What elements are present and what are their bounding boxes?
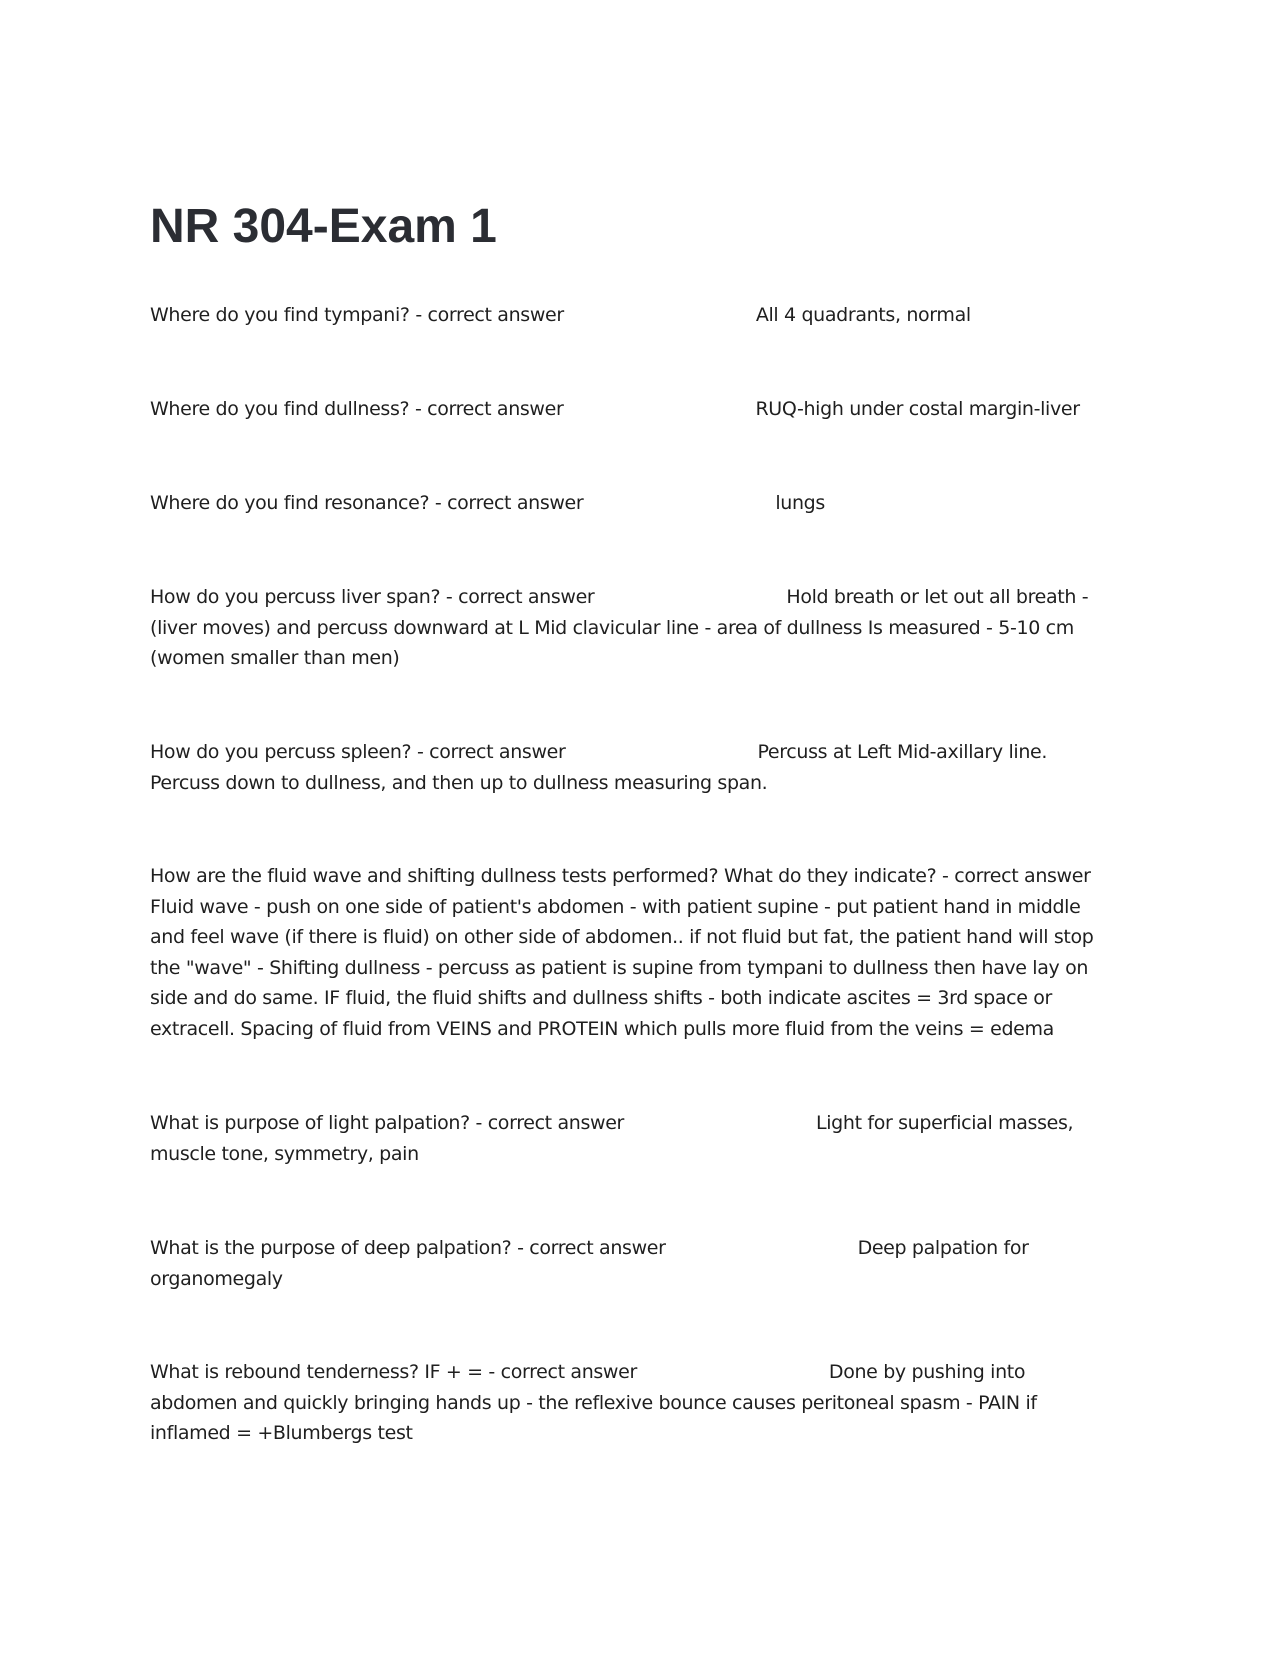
- answer-text: RUQ-high under costal margin-liver: [755, 398, 1080, 420]
- qa-item-resonance: [150, 488, 1110, 519]
- answer-text: lungs: [775, 492, 825, 514]
- qa-item-light-palpation: [150, 1108, 1110, 1169]
- answer-text: Done by pushing into abdomen and quickly bringing hands up - the reflexive bounce causes peritoneal spasm - PAIN if inflamed = +Blumbergs test: [150, 1361, 1037, 1444]
- question-text: How do you percuss spleen? - correct answer: [150, 741, 566, 763]
- qa-item-tympani: [150, 300, 1110, 331]
- answer-text: Hold breath or let out all breath - (liver moves) and percuss downward at L Mid clavicular line - area of dullness Is measured - 5-10 cm (women smaller than men): [150, 586, 1089, 669]
- qa-item-rebound-tenderness: [150, 1357, 1110, 1449]
- qa-item-dullness: [150, 394, 1110, 425]
- question-text: What is purpose of light palpation? - correct answer: [150, 1112, 625, 1134]
- answer-text: Fluid wave - push on one side of patient's abdomen - with patient supine - put patient hand in middle and feel wave (if there is fluid) on other side of abdomen.. if not fluid but fat, the patient hand will stop the "wave" - Shifting dullness - percuss as patient is supine from tympani to dullness then have lay on side and do same. IF fluid, the fluid shifts and dullness shifts - both indicate ascites = 3rd space or extracell. Spacing of fluid from VEINS and PROTEIN which pulls more fluid from the veins = edema: [150, 895, 1094, 1040]
- question-text: Where do you find dullness? - correct answer: [150, 398, 564, 420]
- question-text: What is rebound tenderness? IF + = - correct answer: [150, 1361, 637, 1383]
- page-title: NR 304-Exam 1: [150, 200, 497, 253]
- answer-text: Deep palpation for organomegaly: [150, 1237, 1029, 1290]
- answer-text: Light for superficial masses, muscle tone, symmetry, pain: [150, 1112, 1074, 1165]
- question-text: Where do you find resonance? - correct answer: [150, 492, 584, 514]
- qa-item-spleen: [150, 737, 1110, 798]
- answer-text: Percuss at Left Mid-axillary line. Percuss down to dullness, and then up to dullness measuring span.: [150, 741, 1048, 794]
- question-text: Where do you find tympani? - correct answer: [150, 304, 564, 326]
- qa-item-fluid-wave: [150, 861, 1110, 1044]
- answer-text: All 4 quadrants, normal: [755, 304, 971, 326]
- question-text: How do you percuss liver span? - correct answer: [150, 586, 595, 608]
- question-text: What is the purpose of deep palpation? - correct answer: [150, 1237, 666, 1259]
- qa-item-liver-span: [150, 582, 1110, 674]
- qa-item-deep-palpation: [150, 1233, 1110, 1294]
- question-text: How are the fluid wave and shifting dullness tests performed? What do they indicate? - correct answer: [150, 865, 1091, 887]
